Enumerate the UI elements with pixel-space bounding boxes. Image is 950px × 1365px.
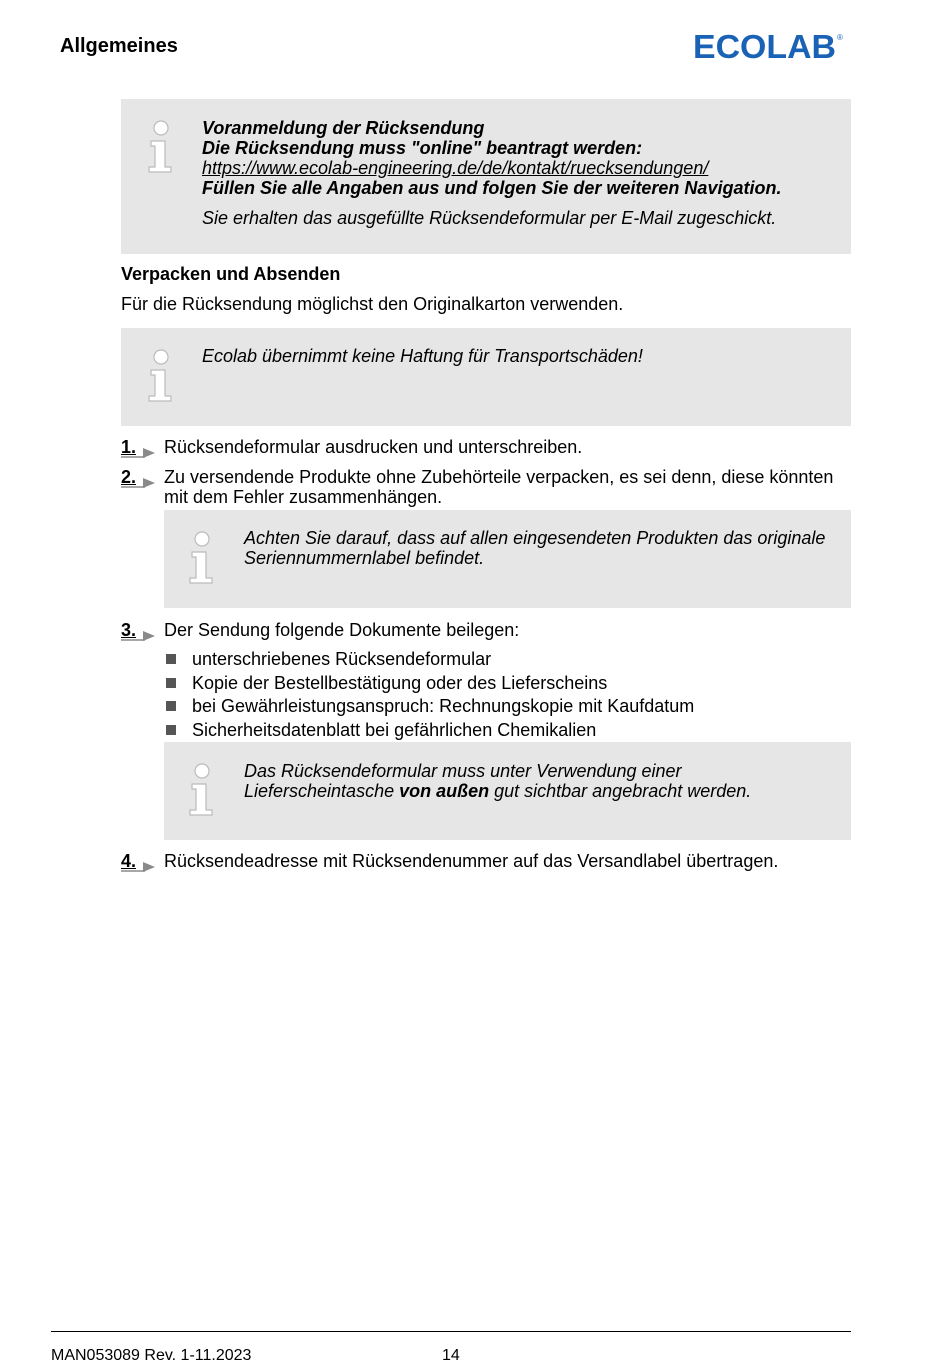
- note-text: Ecolab übernimmt keine Haftung für Transportschäden!: [202, 346, 643, 366]
- step-item: [121, 467, 851, 509]
- returns-url-link[interactable]: https://www.ecolab-engineering.de/de/kontakt/ruecksendungen/: [202, 158, 709, 178]
- bullet-square-icon: [166, 725, 176, 735]
- ecolab-logo: [693, 30, 843, 62]
- note-line: Seriennummernlabel befindet.: [244, 548, 485, 568]
- info-note-serial-label: [164, 510, 851, 608]
- note-line: [244, 781, 844, 801]
- note-line-part: gut sichtbar angebracht werden.: [489, 781, 752, 801]
- note-title: Voranmeldung der Rücksendung: [202, 118, 485, 138]
- step-number: 3.: [121, 620, 137, 640]
- step-number: 4.: [121, 851, 137, 871]
- info-icon: [147, 119, 177, 179]
- info-icon: [188, 530, 218, 590]
- section-heading: Verpacken und Absenden: [121, 264, 341, 284]
- step-text: Der Sendung folgende Dokumente beilegen:: [164, 620, 520, 640]
- step-text: Rücksendeadresse mit Rücksendenummer auf das Versandlabel übertragen.: [164, 851, 779, 871]
- step-arrow-icon: [121, 851, 157, 873]
- bullet-text: bei Gewährleistungsanspruch: Rechnungskopie mit Kaufdatum: [192, 696, 695, 716]
- step-item: [121, 620, 851, 642]
- step-text: Zu versendende Produkte ohne Zubehörteile verpacken, es sei denn, diese könnten mit dem Fehler zusammenhängen.: [164, 467, 834, 507]
- svg-text:®: ®: [837, 33, 843, 42]
- bullet-square-icon: [166, 654, 176, 664]
- note-info: Sie erhalten das ausgefüllte Rücksendeformular per E-Mail zugeschickt.: [202, 208, 777, 228]
- footer-page-number: 14: [442, 1347, 460, 1364]
- bullet-square-icon: [166, 678, 176, 688]
- step-arrow-icon: [121, 620, 157, 642]
- info-note-delivery-pocket: [164, 742, 851, 840]
- footer-divider: [51, 1331, 851, 1332]
- step-item: [121, 437, 851, 459]
- bullet-text: unterschriebenes Rücksendeformular: [192, 649, 492, 669]
- bullet-square-icon: [166, 701, 176, 711]
- step-text: Rücksendeformular ausdrucken und unterschreiben.: [164, 437, 583, 457]
- footer-doc-id: MAN053089 Rev. 1-11.2023: [51, 1347, 252, 1364]
- note-subtitle: Die Rücksendung muss "online" beantragt werden:: [202, 138, 643, 158]
- info-icon: [147, 348, 177, 408]
- step-number: 1.: [121, 437, 137, 457]
- note-line: Das Rücksendeformular muss unter Verwendung einer: [244, 761, 682, 781]
- note-instruction: Füllen Sie alle Angaben aus und folgen Sie der weiteren Navigation.: [202, 178, 782, 198]
- step-number: 2.: [121, 467, 137, 487]
- note-line: Achten Sie darauf, dass auf allen eingesendeten Produkten das originale: [244, 528, 826, 548]
- step-item: [121, 851, 851, 873]
- svg-text:ECOLAB: ECOLAB: [693, 30, 836, 62]
- info-icon: [188, 762, 218, 822]
- section-paragraph: Für die Rücksendung möglichst den Originalkarton verwenden.: [121, 294, 624, 314]
- bullet-text: Sicherheitsdatenblatt bei gefährlichen Chemikalien: [192, 720, 597, 740]
- info-note-liability: [121, 328, 851, 426]
- step-arrow-icon: [121, 467, 157, 489]
- page-header-title: Allgemeines: [60, 35, 178, 57]
- note-line-part: Lieferscheintasche: [244, 781, 400, 801]
- note-emphasis: von außen: [399, 781, 490, 801]
- info-note-preregistration: [121, 99, 851, 254]
- bullet-text: Kopie der Bestellbestätigung oder des Lieferscheins: [192, 673, 608, 693]
- step-arrow-icon: [121, 437, 157, 459]
